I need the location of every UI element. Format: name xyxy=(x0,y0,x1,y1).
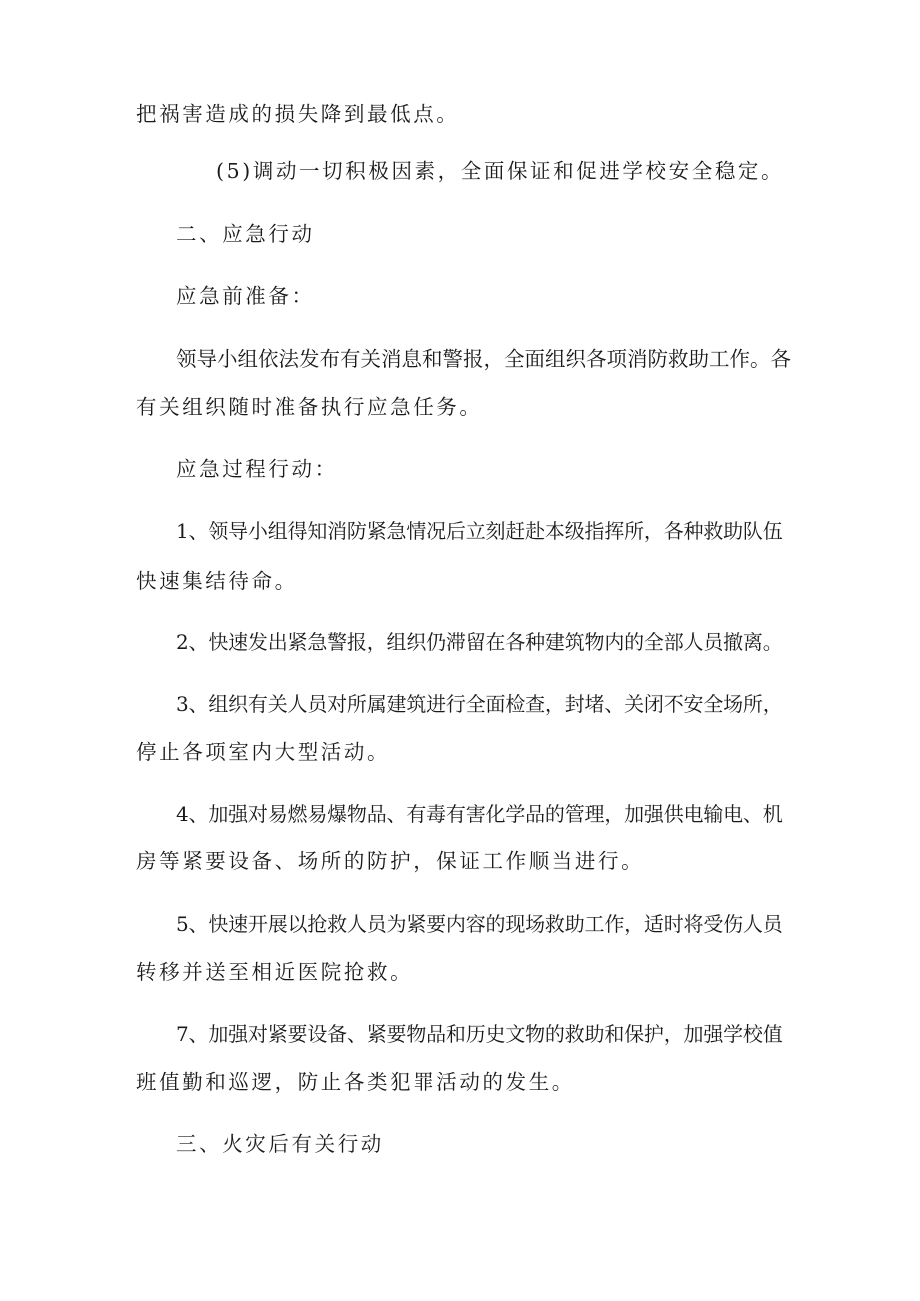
section-heading: 三、火灾后有关行动 xyxy=(176,1132,384,1156)
text-line: 班值勤和巡逻，防止各类犯罪活动的发生。 xyxy=(136,1070,575,1094)
text-line: 2、快速发出紧急警报，组织仍滞留在各种建筑物内的全部人员撤离。 xyxy=(176,630,783,654)
text-line: 快速集结待命。 xyxy=(136,569,298,593)
text-line: (5)调动一切积极因素，全面保证和促进学校安全稳定。 xyxy=(216,159,785,183)
text-line: 把祸害造成的损失降到最低点。 xyxy=(136,102,460,126)
text-line: 5、快速开展以抢救人员为紧要内容的现场救助工作，适时将受伤人员 xyxy=(176,912,783,936)
text-line: 3、组织有关人员对所属建筑进行全面检查，封堵、关闭不安全场所， xyxy=(176,692,783,716)
text-line: 1、领导小组得知消防紧急情况后立刻赶赴本级指挥所，各种救助队伍 xyxy=(176,519,783,543)
text-line: 7、加强对紧要设备、紧要物品和历史文物的救助和保护，加强学校值 xyxy=(176,1022,783,1046)
text-line: 4、加强对易燃易爆物品、有毒有害化学品的管理，加强供电输电、机 xyxy=(176,802,783,826)
text-line: 有关组织随时准备执行应急任务。 xyxy=(136,395,483,419)
text-line: 领导小组依法发布有关消息和警报，全面组织各项消防救助工作。各 xyxy=(176,347,791,371)
subheading: 应急前准备： xyxy=(176,284,315,308)
text-line: 转移并送至相近医院抢救。 xyxy=(136,960,414,984)
subheading: 应急过程行动： xyxy=(176,457,338,481)
text-line: 停止各项室内大型活动。 xyxy=(136,740,391,764)
text-line: 房等紧要设备、场所的防护，保证工作顺当进行。 xyxy=(136,849,645,873)
section-heading: 二、应急行动 xyxy=(176,222,315,246)
